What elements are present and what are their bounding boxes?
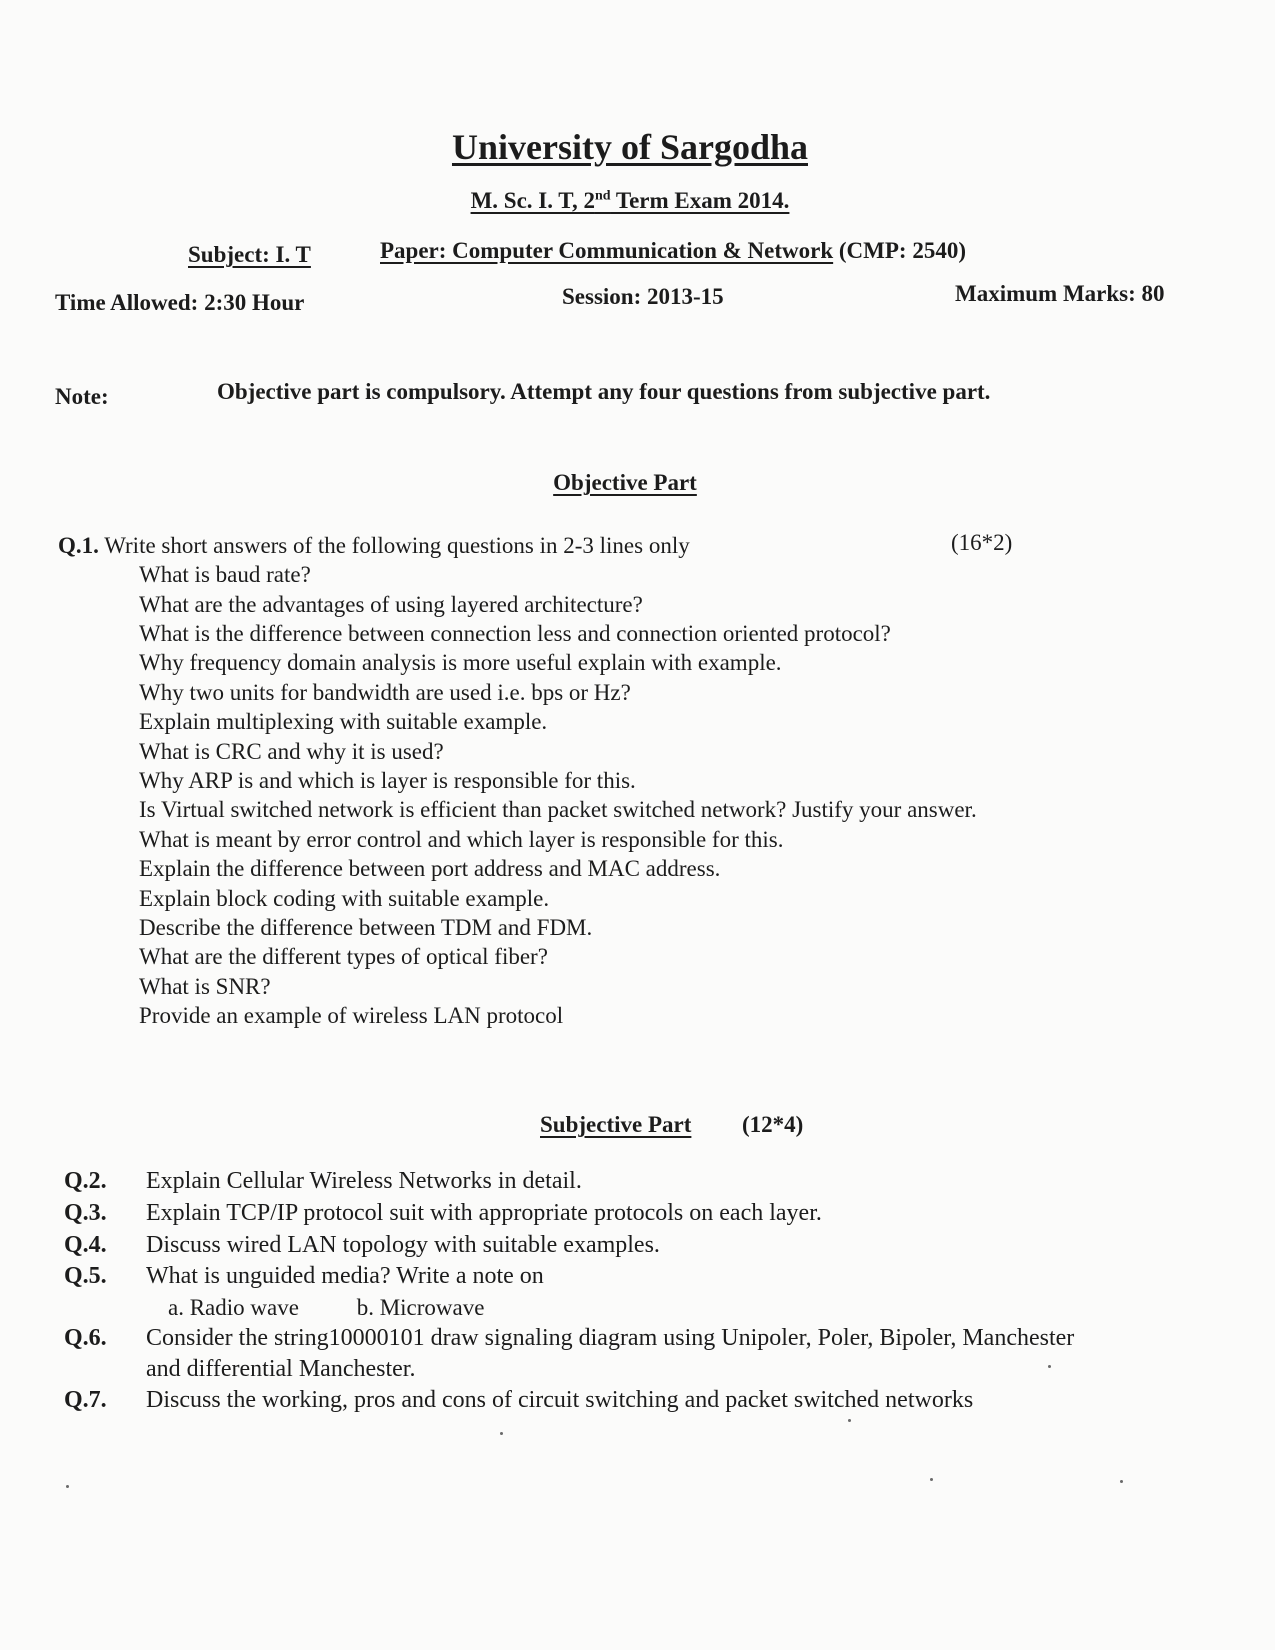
- university-title: University of Sargodha: [451, 127, 808, 167]
- maximum-marks: Maximum Marks: 80: [955, 281, 1165, 306]
- option-radio-wave: a. Radio wave: [168, 1295, 299, 1320]
- q1-stem: Q.1. Write short answers of the following questions in 2-3 lines only: [58, 533, 690, 558]
- note-label: Note:: [55, 384, 109, 409]
- q1-marks: (16*2): [951, 530, 1013, 555]
- exam-title: M. Sc. I. T, 2nd Term Exam 2014.: [470, 188, 790, 213]
- scan-speck: [848, 1419, 851, 1422]
- scan-speck: [500, 1432, 503, 1435]
- scan-speck: [1120, 1480, 1123, 1483]
- scan-speck: [1048, 1365, 1051, 1368]
- paper-title: Paper: Computer Communication & Network (CMP: 2540): [380, 238, 966, 263]
- subject-label: Subject: I. T: [188, 242, 311, 267]
- scan-speck: [66, 1485, 69, 1488]
- note-text: Objective part is compulsory. Attempt any four questions from subjective part.: [217, 379, 991, 404]
- subjective-marks: (12*4): [742, 1112, 804, 1137]
- session: Session: 2013-15: [562, 284, 724, 309]
- subjective-heading: Subjective Part: [540, 1112, 692, 1137]
- objective-heading: Objective Part: [553, 470, 697, 495]
- time-allowed: Time Allowed: 2:30 Hour: [55, 290, 305, 315]
- paper-code: (CMP: 2540): [838, 238, 966, 263]
- q6-continuation: and differential Manchester.: [146, 1356, 416, 1382]
- option-microwave: b. Microwave: [356, 1295, 485, 1320]
- scan-speck: [930, 1478, 933, 1481]
- q5-options: [168, 1295, 536, 1321]
